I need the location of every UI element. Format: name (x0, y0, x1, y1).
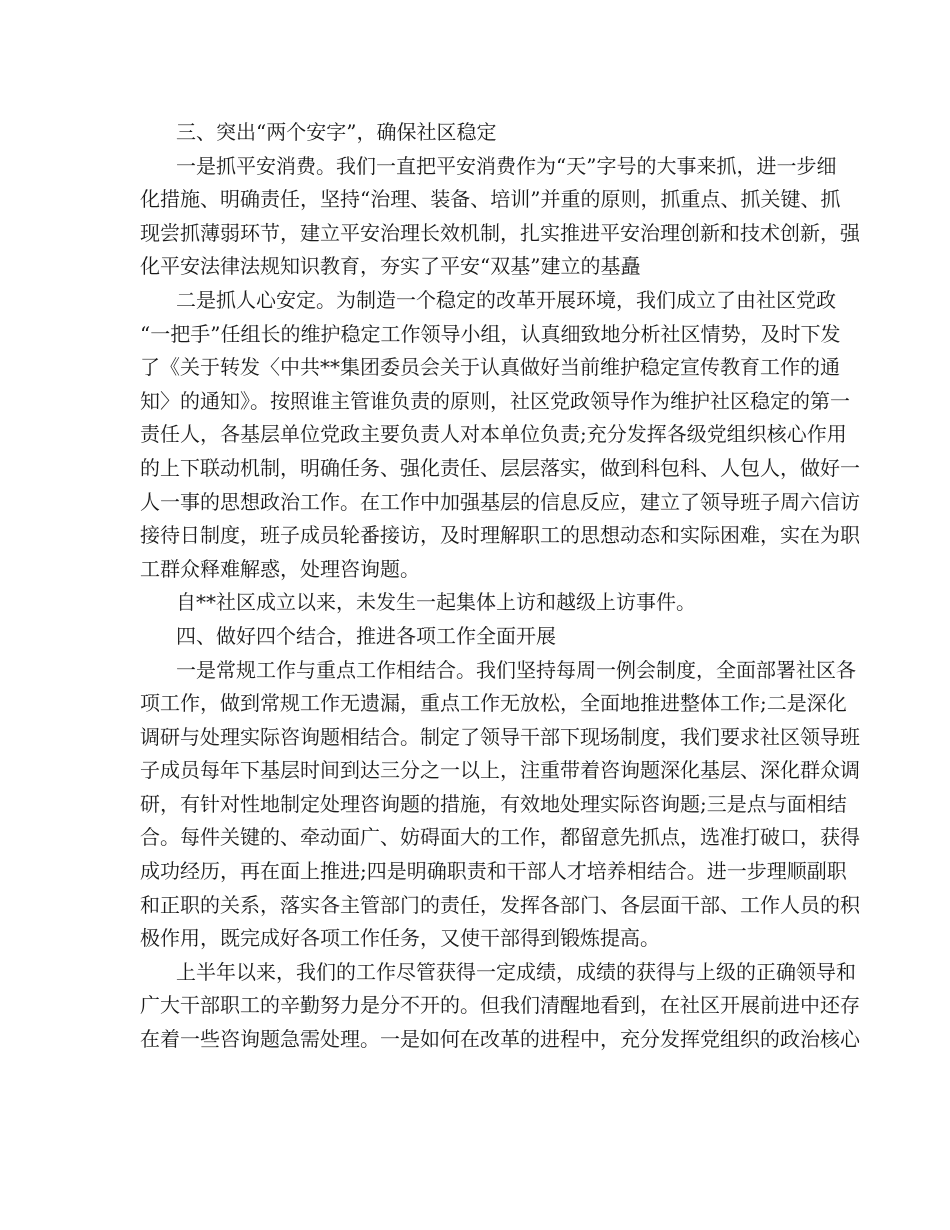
text-line: 项工作，做到常规工作无遗漏，重点工作无放松，全面地推进整体工作;二是深化 (140, 691, 847, 716)
document-body (140, 116, 860, 1057)
text-line: 调研与处理实际咨询题相结合。制定了领导干部下现场制度，我们要求社区领导班 (140, 724, 860, 749)
text-line: 人一事的思想政治工作。在工作中加强基层的信息反应，建立了领导班子周六信访 (140, 489, 860, 514)
text-line: 接待日制度，班子成员轮番接访，及时理解职工的思想动态和实际困难，实在为职 (140, 523, 860, 548)
text-line: 极作用，既完成好各项工作任务，又使干部得到锻炼提高。 (140, 926, 660, 951)
text-line: 一是常规工作与重点工作相结合。我们坚持每周一例会制度，全面部署社区各 (176, 657, 856, 682)
text-line: 化措施、明确责任，坚持“治理、装备、培训”并重的原则，抓重点、抓关键、抓 (140, 187, 841, 212)
text-line: 自**社区成立以来，未发生一起集体上访和越级上访事件。 (176, 590, 696, 615)
text-line: 三、突出“两个安字”，确保社区稳定 (176, 120, 497, 144)
text-line: 合。每件关键的、牵动面广、妨碍面大的工作，都留意先抓点，选准打破口，获得 (140, 825, 860, 850)
text-line: 广大干部职工的辛勤努力是分不开的。但我们清醒地看到，在社区开展前进中还存 (140, 993, 860, 1018)
text-line: 二是抓人心安定。为制造一个稳定的改革开展环境，我们成立了由社区党政 (176, 287, 836, 312)
text-line: 子成员每年下基层时间到达三分之一以上，注重带着咨询题深化基层、深化群众调 (140, 758, 860, 783)
text-line: 四、做好四个结合，推进各项工作全面开展 (176, 623, 556, 648)
text-line: 研，有针对性地制定处理咨询题的措施，有效地处理实际咨询题;三是点与面相结 (140, 791, 847, 816)
text-line: 和正职的关系，落实各主管部门的责任，发挥各部门、各层面干部、工作人员的积 (140, 892, 860, 917)
text-line: 知〉的通知》。按照谁主管谁负责的原则，社区党政领导作为维护社区稳定的第一 (140, 388, 850, 413)
text-line: “一把手”任组长的维护稳定工作领导小组，认真细致地分析社区情势，及时下发 (140, 321, 841, 346)
text-line: 成功经历，再在面上推进;四是明确职责和干部人才培养相结合。进一步理顺副职 (140, 859, 847, 884)
text-line: 工群众释难解惑，处理咨询题。 (140, 556, 420, 581)
text-line: 化平安法律法规知识教育，夯实了平安“双基”建立的基矗 (140, 254, 641, 279)
text-line: 责任人，各基层单位党政主要负责人对本单位负责;充分发挥各级党组织核心作用 (140, 422, 847, 447)
text-line: 现尝抓薄弱环节，建立平安治理长效机制，扎实推进平安治理创新和技术创新，强 (140, 220, 860, 245)
text-line: 的上下联动机制，明确任务、强化责任、层层落实，做到科包科、人包人，做好一 (140, 455, 860, 480)
text-line: 上半年以来，我们的工作尽管获得一定成绩，成绩的获得与上级的正确领导和 (176, 959, 856, 984)
text-line: 了《关于转发〈中共**集团委员会关于认真做好当前维护稳定宣传教育工作的通 (140, 355, 840, 380)
text-line: 一是抓平安消费。我们一直把平安消费作为“天”字号的大事来抓，进一步细 (176, 153, 837, 178)
text-line: 在着一些咨询题急需处理。一是如何在改革的进程中，充分发挥党组织的政治核心 (140, 1027, 860, 1052)
